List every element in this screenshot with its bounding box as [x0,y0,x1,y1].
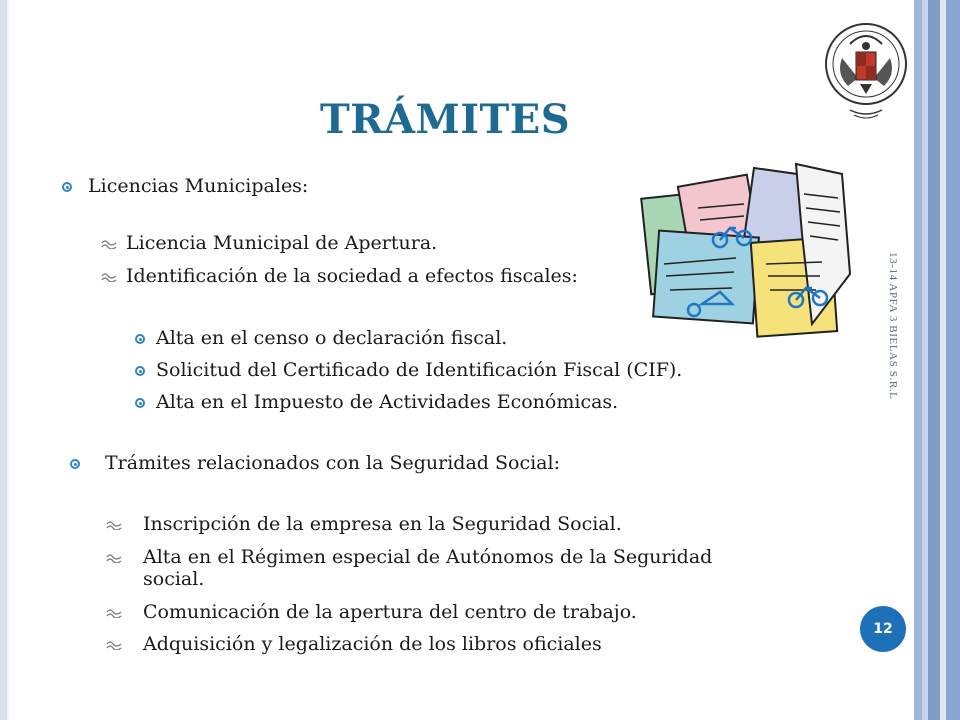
circle-bullet-icon [70,459,80,469]
circle-bullet-icon [135,398,145,408]
section1-heading: Licencias Municipales: [88,175,309,197]
wave-bullet-icon [101,272,117,282]
left-border-highlight [7,0,9,720]
page-number-badge: 12 [860,606,906,652]
right-decorative-stripes [914,0,960,720]
wave-bullet-icon [106,520,122,530]
section1-subitem-2: Solicitud del Certificado de Identificación Fiscal (CIF). [156,359,683,381]
section1-subitem-1: Alta en el censo o declaración fiscal. [156,327,508,349]
circle-bullet-icon [62,182,72,192]
wave-bullet-icon [101,239,117,249]
section1-item-2: Identificación de la sociedad a efectos fiscales: [126,265,578,287]
circle-bullet-icon [135,334,145,344]
wave-bullet-icon [106,640,122,650]
university-seal-icon [820,14,912,122]
section2-heading: Trámites relacionados con la Seguridad Social: [105,452,560,474]
section2-item-4: Adquisición y legalización de los libros oficiales [143,633,602,655]
section1-subitem-3: Alta en el Impuesto de Actividades Económicas. [156,391,619,413]
wave-bullet-icon [106,553,122,563]
left-border [0,0,7,720]
documents-clipart-icon [636,154,858,340]
section2-item-1: Inscripción de la empresa en la Seguridad Social. [143,513,622,535]
slide-title: TRÁMITES [320,96,571,143]
section2-item-3: Comunicación de la apertura del centro de trabajo. [143,601,637,623]
circle-bullet-icon [135,366,145,376]
section1-item-1: Licencia Municipal de Apertura. [126,232,438,254]
section2-item-2: Alta en el Régimen especial de Autónomos de la Seguridad [143,546,713,568]
vertical-footer-text: 13-14 APFA 3 BIELAS S.R.L [887,252,899,400]
section2-item-2-continuation: social. [143,568,205,590]
wave-bullet-icon [106,608,122,618]
